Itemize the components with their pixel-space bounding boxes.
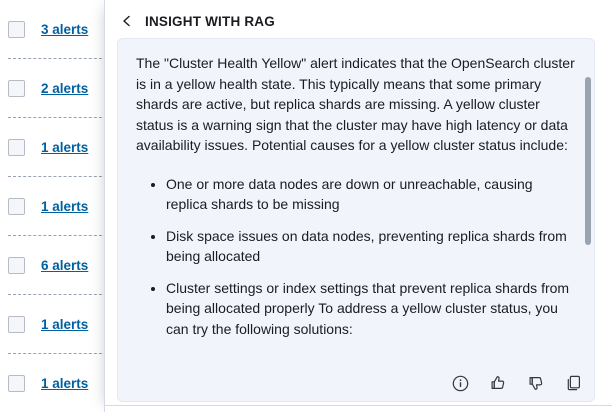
row-checkbox[interactable] (8, 198, 25, 215)
table-row[interactable] (0, 295, 112, 354)
rag-insight-content (118, 39, 594, 349)
alert-count-link[interactable]: 1 alerts (41, 199, 89, 214)
table-row[interactable] (0, 354, 112, 412)
table-row[interactable] (0, 236, 112, 295)
alert-count-link[interactable]: 2 alerts (41, 81, 89, 96)
flyout-bottom-divider (105, 405, 612, 412)
page-title: INSIGHT WITH RAG (145, 13, 275, 29)
thumbs-up-icon[interactable] (488, 373, 508, 393)
thumbs-down-icon[interactable] (526, 373, 546, 393)
alert-count-link[interactable]: 1 alerts (41, 376, 89, 391)
row-checkbox[interactable] (8, 257, 25, 274)
row-checkbox[interactable] (8, 21, 25, 38)
copy-icon[interactable] (564, 373, 584, 393)
insight-flyout (104, 0, 612, 412)
list-item: • Cluster settings or index settings that prevent replica shards from being allocated properly To address a yellow cluster status, you can try the following solutions: (166, 278, 576, 340)
info-icon[interactable] (450, 373, 470, 393)
back-chevron-icon[interactable] (117, 11, 137, 31)
row-checkbox[interactable] (8, 375, 25, 392)
insight-bullet-list (136, 174, 576, 340)
list-item: • One or more data nodes are down or unreachable, causing replica shards to be missing (166, 174, 576, 215)
alerts-list (0, 0, 112, 412)
alert-count-link[interactable]: 1 alerts (41, 317, 89, 332)
rag-footer-actions (450, 373, 584, 393)
row-checkbox[interactable] (8, 139, 25, 156)
insight-paragraph: The "Cluster Health Yellow" alert indicates that the OpenSearch cluster is in a yellow health state. This typically means that some primary shards are active, but replica shards are missing. A yellow cluster status is a warning sign that the cluster may have high latency or data availability issues. Potential causes for a yellow cluster status include: (136, 55, 575, 153)
alert-count-link[interactable]: 6 alerts (41, 258, 89, 273)
row-checkbox[interactable] (8, 316, 25, 333)
rag-insight-card (117, 38, 595, 402)
table-row[interactable] (0, 0, 112, 59)
table-row[interactable] (0, 59, 112, 118)
vertical-scrollbar[interactable] (585, 77, 591, 245)
row-checkbox[interactable] (8, 80, 25, 97)
alert-count-link[interactable]: 1 alerts (41, 140, 89, 155)
flyout-header (105, 0, 612, 42)
list-item: • Disk space issues on data nodes, preventing replica shards from being allocated (166, 226, 576, 267)
table-row[interactable] (0, 118, 112, 177)
table-row[interactable] (0, 177, 112, 236)
alert-count-link[interactable]: 3 alerts (41, 22, 89, 37)
